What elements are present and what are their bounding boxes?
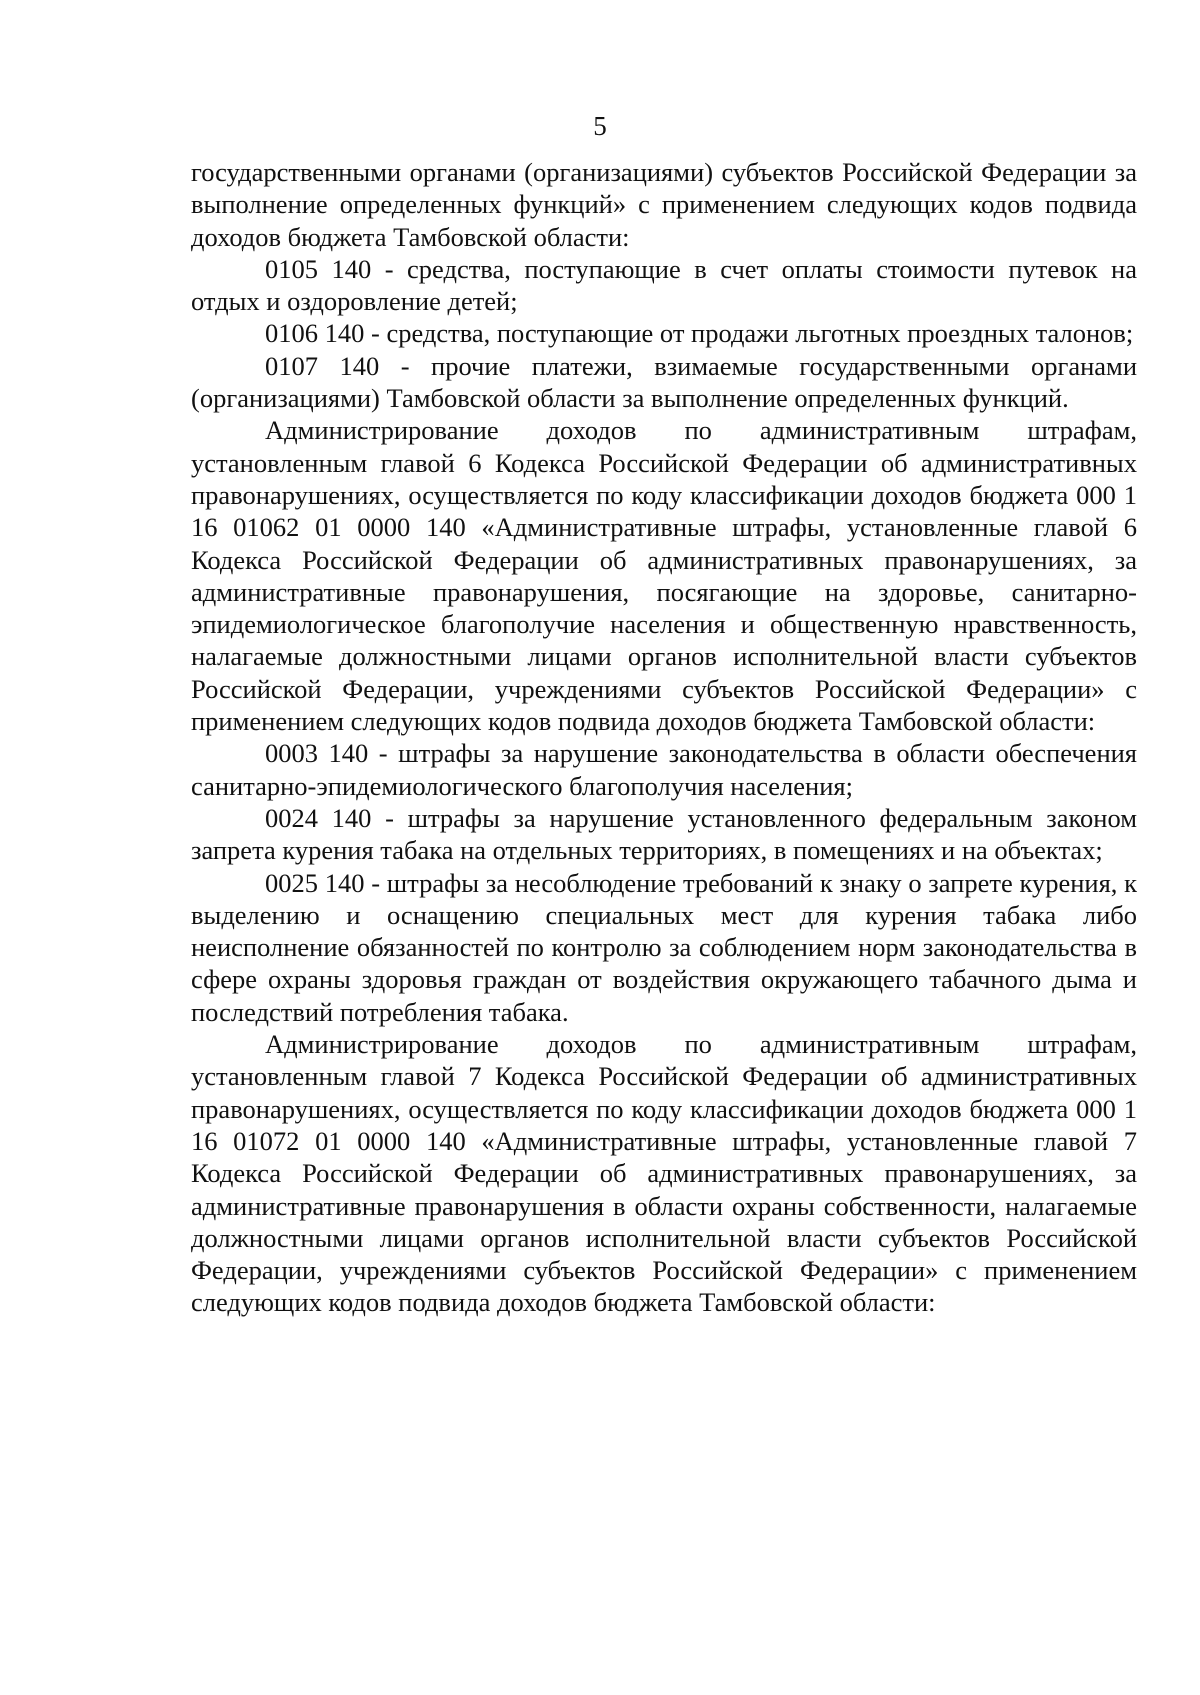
paragraph-continuation: государственными органами (организациями) субъектов Российской Федерации за выполнение определенных функций» с применением следующих кодов подвида доходов бюджета Тамбовской области: <box>191 157 1137 252</box>
paragraph-code-0105: 0105 140 - средства, поступающие в счет оплаты стоимости путевок на отдых и оздоровление детей; <box>191 253 1137 317</box>
paragraph-chapter-7-admin: Администрирование доходов по административным штрафам, установленным главой 7 Кодекса Российской Федерации об административных правонарушениях, осуществляется по коду классификации доходов бюджета 000 1 16 01072 01 0000 140 «Административные штрафы, установленные главой 7 Кодекса Российской Федерации об административных правонарушениях, за административные правонарушения в области охраны собственности, налагаемые должностными лицами органов исполнительной власти субъектов Российской Федерации, учреждениями субъектов Российской Федерации» с применением следующих кодов подвида доходов бюджета Тамбовской области: <box>191 1029 1137 1318</box>
paragraph-code-0025: 0025 140 - штрафы за несоблюдение требований к знаку о запрете курения, к выделению и оснащению специальных мест для курения табака либо неисполнение обязанностей по контролю за соблюдением норм законодательства в сфере охраны здоровья граждан от воздействия окружающего табачного дыма и последствий потребления табака. <box>191 867 1137 1027</box>
page-number: 5 <box>593 111 607 141</box>
paragraph-code-0107: 0107 140 - прочие платежи, взимаемые государственными органами (организациями) Тамбовской области за выполнение определенных функций. <box>191 350 1137 414</box>
paragraph-code-0106: 0106 140 - средства, поступающие от продажи льготных проездных талонов; <box>265 318 1134 349</box>
paragraph-code-0003: 0003 140 - штрафы за нарушение законодательства в области обеспечения санитарно-эпидемиологического благополучия населения; <box>191 738 1137 801</box>
paragraph-chapter-6-admin: Администрирование доходов по административным штрафам, установленным главой 6 Кодекса Российской Федерации об административных правонарушениях, осуществляется по коду классификации доходов бюджета 000 1 16 01062 01 0000 140 «Административные штрафы, установленные главой 6 Кодекса Российской Федерации об административных правонарушениях, за административные правонарушения, посягающие на здоровье, санитарно-эпидемиологическое благополучие населения и общественную нравственность, налагаемые должностными лицами органов исполнительной власти субъектов Российской Федерации, учреждениями субъектов Российской Федерации» с применением следующих кодов подвида доходов бюджета Тамбовской области: <box>191 415 1137 737</box>
document-body <box>191 156 1137 1319</box>
paragraph-code-0024: 0024 140 - штрафы за нарушение установленного федеральным законом запрета курения табака на отдельных территориях, в помещениях и на объектах; <box>191 802 1137 866</box>
